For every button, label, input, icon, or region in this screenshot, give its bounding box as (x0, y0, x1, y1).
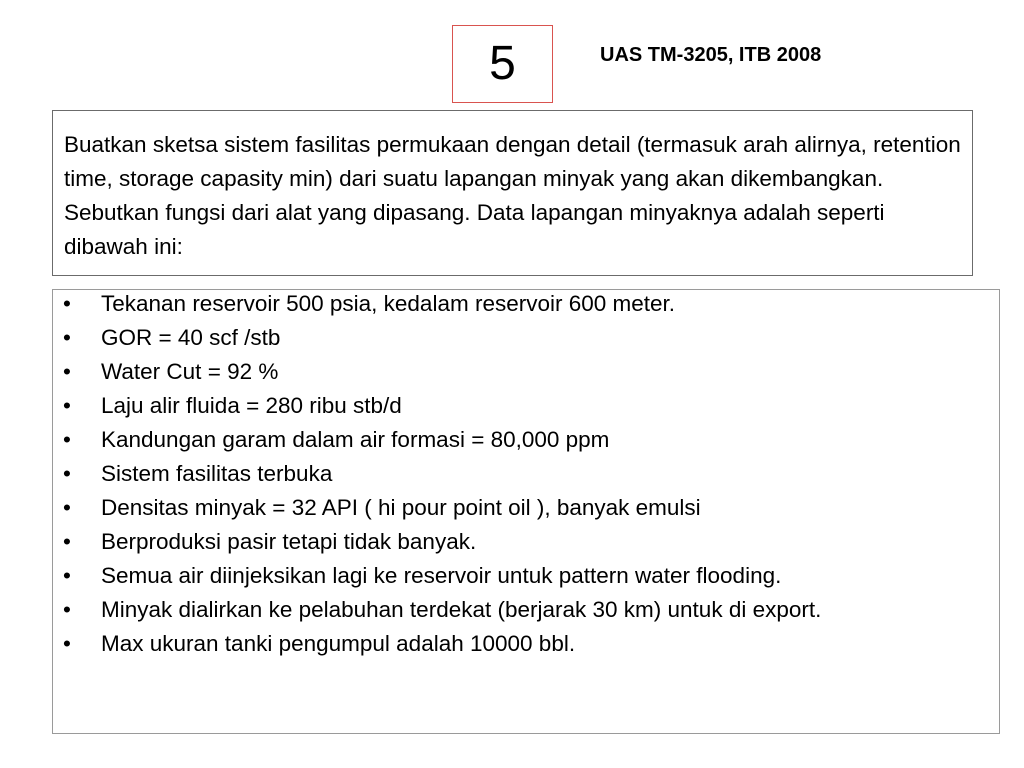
question-box (52, 110, 973, 276)
bullet-icon: • (63, 529, 71, 554)
list-item (53, 598, 989, 622)
list-item (53, 326, 989, 350)
field-data-list (53, 292, 989, 656)
list-item (53, 632, 989, 656)
slide-number: 5 (489, 37, 516, 90)
list-item-text: Semua air diinjeksikan lagi ke reservoir untuk pattern water flooding. (101, 563, 782, 588)
list-item-text: Minyak dialirkan ke pelabuhan terdekat (berjarak 30 km) untuk di export. (101, 597, 822, 622)
question-text: Buatkan sketsa sistem fasilitas permukaan dengan detail (termasuk arah alirnya, retention time, storage capasity min) dari suatu lapangan minyak yang akan dikembangkan. Sebutkan fungsi dari alat yang dipasang. Data lapangan minyaknya adalah seperti dibawah ini: (64, 132, 961, 259)
list-item (53, 564, 989, 588)
list-item-text: Sistem fasilitas terbuka (101, 461, 333, 486)
list-item (53, 394, 989, 418)
bullet-icon: • (63, 631, 71, 656)
field-data-box (52, 289, 1000, 734)
bullet-icon: • (63, 393, 71, 418)
list-item (53, 496, 989, 520)
list-item (53, 530, 989, 554)
list-item-text: Max ukuran tanki pengumpul adalah 10000 bbl. (101, 631, 576, 656)
list-item (53, 462, 989, 486)
list-item (53, 292, 989, 316)
bullet-icon: • (63, 461, 71, 486)
bullet-icon: • (63, 291, 71, 316)
bullet-icon: • (63, 325, 71, 350)
list-item-text: Kandungan garam dalam air formasi = 80,000 ppm (101, 427, 610, 452)
list-item-text: GOR = 40 scf /stb (101, 325, 281, 350)
bullet-icon: • (63, 597, 71, 622)
list-item (53, 360, 989, 384)
list-item (53, 428, 989, 452)
bullet-icon: • (63, 495, 71, 520)
list-item-text: Tekanan reservoir 500 psia, kedalam reservoir 600 meter. (101, 291, 676, 316)
list-item-text: Laju alir fluida = 280 ribu stb/d (101, 393, 402, 418)
bullet-icon: • (63, 563, 71, 588)
list-item-text: Berproduksi pasir tetapi tidak banyak. (101, 529, 477, 554)
bullet-icon: • (63, 427, 71, 452)
bullet-icon: • (63, 359, 71, 384)
list-item-text: Densitas minyak = 32 API ( hi pour point oil ), banyak emulsi (101, 495, 701, 520)
list-item-text: Water Cut = 92 % (101, 359, 279, 384)
exam-title: UAS TM-3205, ITB 2008 (600, 44, 822, 66)
slide-number-box (452, 25, 553, 103)
